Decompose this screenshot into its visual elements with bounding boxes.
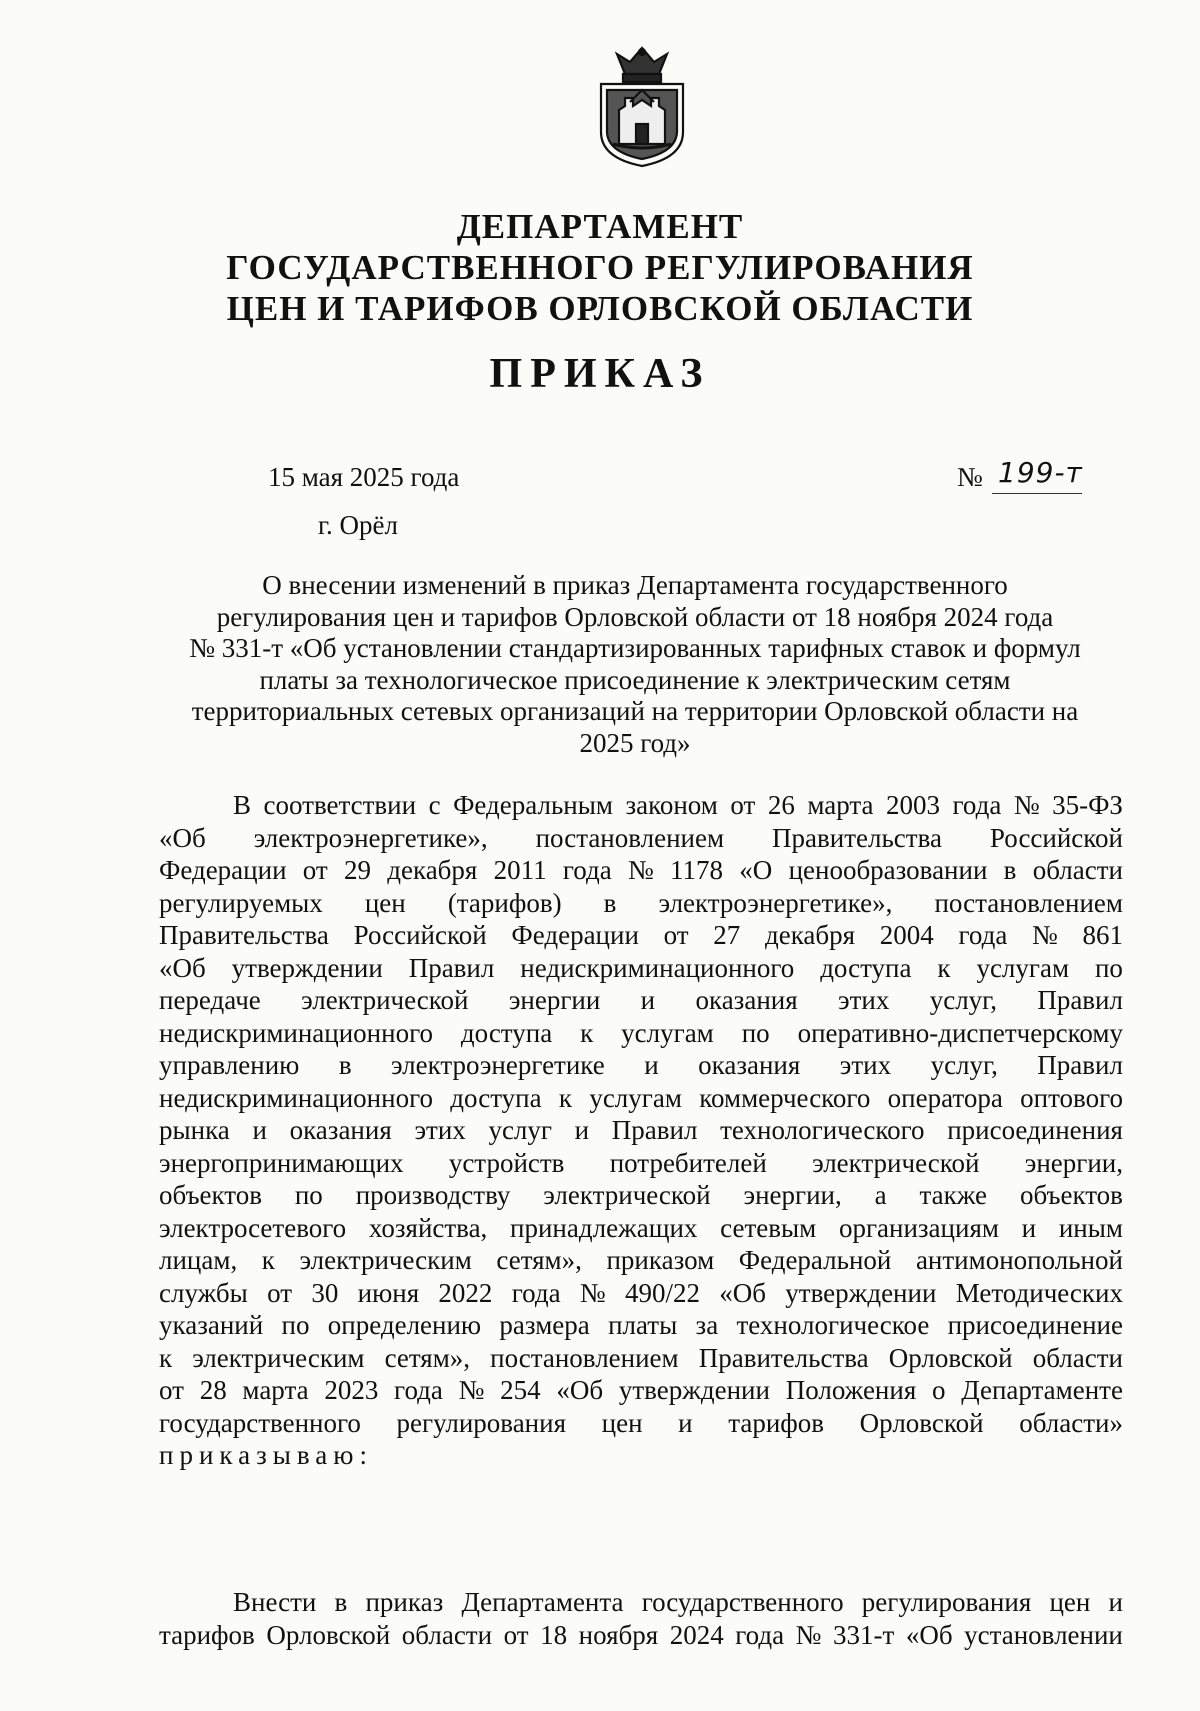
- word: объектов: [159, 1180, 262, 1210]
- word: 30: [311, 1277, 339, 1308]
- paragraph-line: [159, 887, 1123, 920]
- word: Орловской: [888, 1342, 1013, 1373]
- word: цен: [364, 887, 406, 918]
- word: установлении: [964, 1619, 1123, 1650]
- word: по: [281, 1310, 310, 1340]
- word: услугам: [621, 1017, 714, 1048]
- word: Федеральной: [738, 1245, 892, 1275]
- document-type-title: ПРИКАЗ: [489, 351, 711, 397]
- word: а: [874, 1180, 887, 1210]
- word: 861: [1082, 920, 1123, 950]
- word: этих: [839, 1050, 892, 1080]
- word: этих: [414, 1115, 466, 1145]
- word: Орловской: [266, 1619, 391, 1650]
- word: недискриминационного: [159, 1017, 433, 1048]
- operative-paragraph: [159, 1586, 1123, 1651]
- word: 29: [344, 855, 371, 885]
- word: года: [562, 855, 612, 885]
- word: утверждении: [785, 1277, 937, 1308]
- word: Российской: [989, 822, 1123, 853]
- word: энергопринимающих: [159, 1147, 404, 1178]
- paragraph-line: [159, 1114, 1123, 1147]
- word: №: [458, 1375, 485, 1405]
- word: оказания: [695, 985, 798, 1015]
- word: к: [159, 1342, 173, 1373]
- word: антимонопольной: [915, 1245, 1123, 1275]
- word: от: [503, 1619, 529, 1650]
- word: «Об: [905, 1619, 953, 1650]
- subject-line: территориальных сетевых организаций на территории Орловской области на: [191, 696, 1079, 726]
- paragraph-line: [159, 1342, 1123, 1375]
- word: области: [401, 1619, 493, 1650]
- order-number-label: №: [957, 462, 983, 492]
- word: от: [730, 790, 756, 820]
- paragraph-line: [159, 854, 1123, 887]
- word: в: [603, 887, 617, 918]
- word: электрической: [812, 1147, 980, 1178]
- word: производству: [355, 1180, 511, 1210]
- subject-line: № 331-т «Об установлении стандартизированных тарифных ставок и формул: [189, 633, 1081, 663]
- word: года: [958, 920, 1008, 950]
- word: №: [1013, 790, 1040, 820]
- word: принадлежащих: [510, 1212, 698, 1243]
- word: управлению: [159, 1050, 300, 1080]
- word: электросетевого: [159, 1212, 347, 1243]
- word: 1178: [670, 855, 724, 885]
- word: ценообразовании: [788, 855, 988, 885]
- word: определению: [327, 1310, 482, 1340]
- word: службы: [159, 1277, 248, 1308]
- word: оптового: [1020, 1082, 1123, 1113]
- word: области: [1032, 855, 1123, 885]
- word: 2003: [885, 790, 940, 820]
- paragraph-line: [159, 952, 1123, 985]
- word: 27: [713, 920, 741, 950]
- subject-line: О внесении изменений в приказ Департамента государственного: [262, 570, 1008, 600]
- word: платы: [608, 1310, 678, 1340]
- word: постановлением: [934, 887, 1123, 918]
- word: сетям»,: [384, 1342, 471, 1373]
- word: Федерации: [159, 855, 287, 885]
- word: хозяйства,: [368, 1212, 488, 1243]
- word: 2022: [438, 1277, 493, 1308]
- order-date: 15 мая 2025 года: [268, 462, 460, 492]
- word: также: [919, 1180, 988, 1210]
- word: Правил: [408, 952, 495, 983]
- word: законом: [625, 790, 718, 820]
- word: 331-т: [832, 1619, 895, 1650]
- paragraph-line: [159, 1439, 1123, 1472]
- word: доступа: [460, 1017, 553, 1048]
- word: и: [678, 1407, 693, 1438]
- paragraph-line: [159, 1309, 1123, 1342]
- subject-line: регулирования цен и тарифов Орловской области от 18 ноября 2024 года: [216, 601, 1054, 632]
- word: энергии: [508, 985, 601, 1015]
- word: №: [579, 1277, 606, 1308]
- word: энергии,: [743, 1180, 842, 1210]
- word: технологическое: [736, 1310, 930, 1340]
- word: оказания: [289, 1115, 392, 1145]
- word: и: [574, 1115, 590, 1145]
- word: года: [394, 1375, 443, 1405]
- word: присоединение: [947, 1310, 1123, 1340]
- paragraph-line: [159, 789, 1123, 822]
- word: недискриминационного: [159, 1082, 433, 1113]
- word: июня: [357, 1277, 420, 1308]
- word: сетевым: [720, 1212, 817, 1243]
- word: ноября: [578, 1619, 659, 1650]
- word: №: [1032, 920, 1058, 950]
- order-number-handwritten: 199-т: [998, 456, 1083, 489]
- word: приказ: [365, 1587, 444, 1617]
- department-line-1: ДЕПАРТАМЕНТ: [456, 207, 744, 246]
- word: электрической: [543, 1180, 711, 1210]
- word: «Об: [719, 1277, 766, 1308]
- word: электрической: [301, 985, 469, 1015]
- word: за: [695, 1310, 719, 1340]
- word: оказания: [698, 1050, 801, 1080]
- word: Российской: [353, 920, 487, 950]
- word: Департамента: [461, 1587, 624, 1617]
- word: 26: [767, 790, 795, 820]
- word: технологического: [720, 1115, 925, 1145]
- word: утверждении: [618, 1375, 770, 1405]
- word: Внести: [233, 1587, 317, 1617]
- department-line-3: ЦЕН И ТАРИФОВ ОРЛОВСКОЙ ОБЛАСТИ: [226, 289, 974, 328]
- paragraph-line: [159, 1179, 1123, 1212]
- word: от: [159, 1375, 184, 1405]
- subject-line: платы за технологическое присоединение к электрическим сетям: [259, 664, 1011, 695]
- word: №: [795, 1619, 822, 1650]
- word: по: [741, 1017, 770, 1048]
- word: 490/22: [624, 1277, 700, 1308]
- word: декабря: [387, 855, 478, 885]
- word: Правил: [1037, 1050, 1123, 1080]
- word: Правительства: [159, 920, 329, 950]
- word: о: [931, 1375, 946, 1405]
- word: 2011: [493, 855, 547, 885]
- word: к: [261, 1245, 275, 1275]
- word: недискриминационного: [520, 952, 795, 983]
- word: в: [1003, 855, 1017, 885]
- coat-of-arms-icon: [595, 44, 689, 168]
- word: Методических: [955, 1277, 1123, 1308]
- word: оперативно-диспетчерскому: [797, 1017, 1123, 1048]
- word: устройств: [448, 1147, 565, 1178]
- word: Правил: [1037, 985, 1123, 1015]
- word: и: [644, 1050, 659, 1080]
- word: марта: [807, 790, 874, 820]
- preamble-paragraph: [159, 789, 1123, 1472]
- word: передаче: [159, 985, 261, 1015]
- word: услугам: [976, 952, 1070, 983]
- word: декабря: [764, 920, 856, 950]
- word: Правил: [611, 1115, 698, 1145]
- word: «Об: [556, 1375, 604, 1405]
- department-line-2: ГОСУДАРСТВЕННОГО РЕГУЛИРОВАНИЯ: [226, 248, 974, 287]
- word: и: [1108, 1587, 1123, 1617]
- order-subject: [150, 570, 1120, 759]
- word: в: [338, 1050, 352, 1080]
- order-city: г. Орёл: [318, 510, 398, 540]
- word: области»: [1019, 1407, 1123, 1438]
- word: утверждении: [231, 952, 383, 983]
- word: доступа: [820, 952, 912, 983]
- word: объектов: [1019, 1180, 1123, 1210]
- word: и: [640, 985, 656, 1015]
- paragraph-line: [159, 822, 1123, 855]
- word: года: [952, 790, 1002, 820]
- paragraph-line: [159, 1017, 1123, 1050]
- word: Департаменте: [961, 1375, 1123, 1405]
- word: от: [663, 920, 689, 950]
- word: иным: [1058, 1212, 1123, 1243]
- word: приказываю:: [159, 1440, 373, 1470]
- paragraph-line: [159, 1374, 1123, 1407]
- word: сетям»,: [496, 1245, 582, 1275]
- word: регулирования: [861, 1587, 1032, 1617]
- paragraph-line: [159, 919, 1123, 952]
- word: Правительства: [698, 1342, 869, 1373]
- word: от: [302, 855, 328, 885]
- department-name: [160, 206, 1040, 329]
- word: цен: [601, 1407, 643, 1438]
- word: рынка: [159, 1115, 230, 1145]
- word: регулируемых: [159, 887, 323, 918]
- word: в: [334, 1587, 348, 1617]
- word: электрическим: [192, 1342, 365, 1373]
- word: по: [294, 1180, 323, 1210]
- word: Положения: [785, 1375, 917, 1405]
- word: года: [511, 1277, 561, 1308]
- word: 28: [199, 1375, 227, 1405]
- word: коммерческого: [699, 1082, 871, 1113]
- word: №: [628, 855, 654, 885]
- word: энергии,: [1024, 1147, 1123, 1178]
- word: электроэнергетике: [391, 1050, 605, 1080]
- word: Федеральным: [453, 790, 613, 820]
- word: услуг: [488, 1115, 552, 1145]
- word: по: [1094, 952, 1123, 983]
- word: доступа: [450, 1082, 542, 1113]
- word: 2004: [879, 920, 934, 950]
- word: указаний: [159, 1310, 264, 1340]
- paragraph-line: [159, 1147, 1123, 1180]
- word: этих: [838, 985, 890, 1015]
- word: регулирования: [396, 1407, 567, 1438]
- word: услугам: [589, 1082, 682, 1113]
- word: «Об: [159, 952, 206, 983]
- word: В: [233, 790, 252, 820]
- word: от: [267, 1277, 293, 1308]
- word: к: [558, 1082, 573, 1113]
- word: Орловской: [859, 1407, 984, 1438]
- word: Федерации: [511, 920, 639, 950]
- word: электрическим: [299, 1245, 472, 1275]
- word: области: [1032, 1342, 1123, 1373]
- word: услуг,: [930, 1050, 998, 1080]
- word: государственного: [641, 1587, 844, 1617]
- word: приказом: [606, 1245, 715, 1275]
- word: к: [580, 1017, 594, 1048]
- word: года: [735, 1619, 785, 1650]
- word: марта: [242, 1375, 309, 1405]
- paragraph-line: [159, 1586, 1123, 1619]
- word: потребителей: [609, 1147, 767, 1178]
- paragraph-line: [159, 1277, 1123, 1310]
- order-number-underline: [992, 493, 1082, 494]
- word: 2024: [669, 1619, 724, 1650]
- word: цен: [1049, 1587, 1091, 1617]
- word: к: [937, 952, 951, 983]
- word: с: [428, 790, 441, 820]
- word: услуг,: [929, 985, 997, 1015]
- word: 254: [500, 1375, 541, 1405]
- word: размера: [499, 1310, 590, 1340]
- word: 18: [540, 1619, 568, 1650]
- paragraph-line: [159, 1407, 1123, 1440]
- word: и: [1021, 1212, 1037, 1243]
- word: оператора: [887, 1082, 1003, 1113]
- word: электроэнергетике»,: [253, 822, 488, 853]
- word: и: [252, 1115, 267, 1145]
- word: тарифов: [159, 1619, 255, 1650]
- word: организациям: [838, 1212, 999, 1243]
- word: постановлением: [490, 1342, 679, 1373]
- paragraph-line: [159, 1244, 1123, 1277]
- word: соответствии: [263, 790, 417, 820]
- word: Правительства: [772, 822, 942, 853]
- word: государственного: [159, 1407, 361, 1438]
- paragraph-line: [159, 984, 1123, 1017]
- word: «Об: [159, 822, 206, 853]
- word: тарифов: [728, 1407, 825, 1438]
- word: 2023: [324, 1375, 379, 1405]
- paragraph-line: [159, 1212, 1123, 1245]
- word: постановлением: [535, 822, 725, 853]
- word: 35-ФЗ: [1052, 790, 1123, 820]
- word: «О: [739, 855, 773, 885]
- paragraph-line: [159, 1049, 1123, 1082]
- word: электроэнергетике»,: [658, 887, 893, 918]
- paragraph-line: [159, 1082, 1123, 1115]
- subject-line: 2025 год»: [579, 727, 691, 758]
- word: присоединения: [947, 1115, 1123, 1145]
- word: лицам,: [159, 1245, 238, 1275]
- word: (тарифов): [447, 887, 562, 918]
- paragraph-line: [159, 1619, 1123, 1652]
